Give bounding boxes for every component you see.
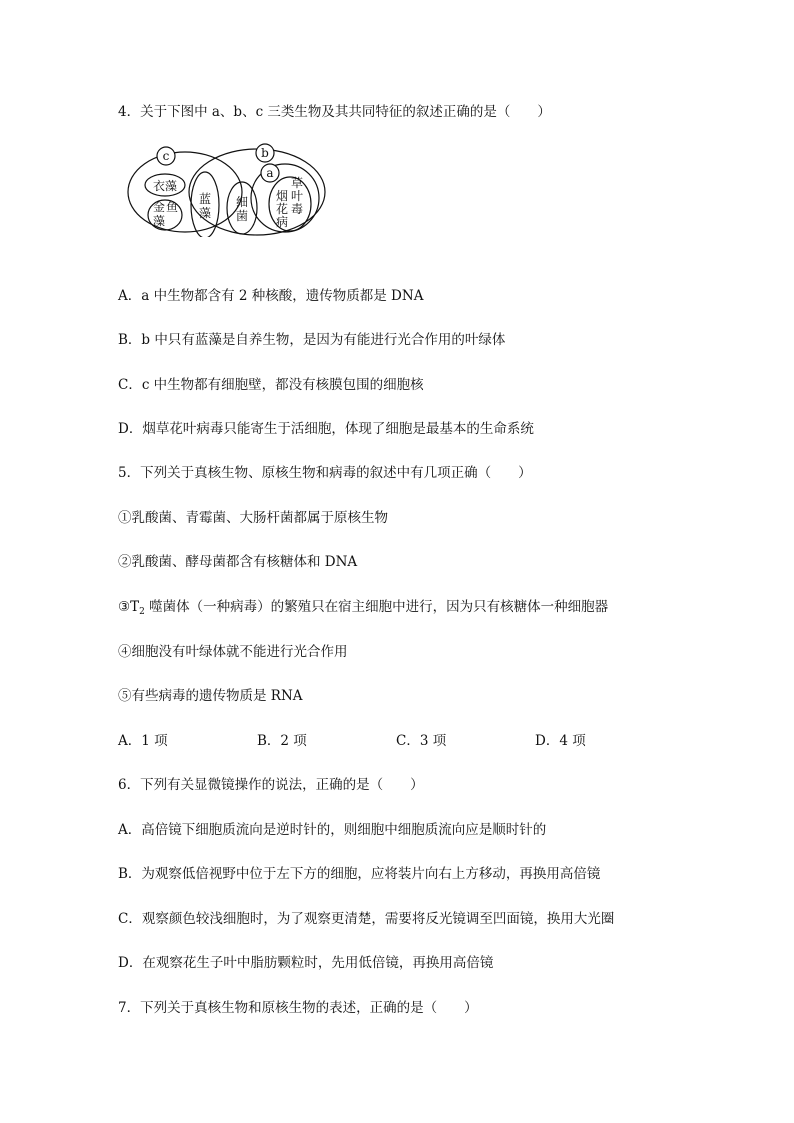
- q5-option-c: C．3 项: [396, 733, 447, 749]
- item-lanzao: [199, 191, 211, 220]
- q5-statement-4: ④细胞没有叶绿体就不能进行光合作用: [118, 644, 348, 660]
- svg-text:菌: 菌: [235, 209, 249, 223]
- q5-statement-3: [118, 598, 608, 621]
- venn-diagram: [125, 142, 330, 237]
- s3-subscript: 2: [139, 607, 145, 617]
- q6-option-a: A．高倍镜下细胞质流向是逆时针的，则细胞中细胞质流向应是顺时针的: [118, 822, 547, 838]
- svg-text:毒: 毒: [290, 202, 304, 216]
- s3-prefix: ③T: [118, 599, 140, 615]
- label-a: a: [266, 166, 274, 180]
- question-6-stem: 6．下列有关显微镜操作的说法，正确的是（ ）: [118, 777, 424, 793]
- q4-option-b: B．b 中只有蓝藻是自养生物，是因为有能进行光合作用的叶绿体: [118, 332, 506, 348]
- svg-text:细: 细: [235, 195, 249, 209]
- q4-option-a: A．a 中生物都含有 2 种核酸，遗传物质都是 DNA: [118, 288, 424, 304]
- svg-text:烟: 烟: [275, 189, 289, 203]
- item-bingdu: [276, 175, 303, 229]
- svg-text:花: 花: [275, 202, 289, 216]
- q5-statement-2: ②乳酸菌、酵母菌都含有核糖体和 DNA: [118, 554, 358, 570]
- set-c-ellipse: [128, 152, 242, 232]
- label-c: c: [162, 149, 170, 163]
- svg-text:病: 病: [275, 215, 289, 229]
- svg-text:草: 草: [290, 176, 304, 190]
- svg-text:鱼: 鱼: [165, 200, 179, 214]
- q6-option-d: D．在观察花生子叶中脂肪颗粒时，先用低倍镜，再换用高倍镜: [118, 955, 494, 971]
- q5-statement-5: ⑤有些病毒的遗传物质是 RNA: [118, 688, 303, 704]
- q4-option-d: D．烟草花叶病毒只能寄生于活细胞，体现了细胞是最基本的生命系统: [118, 421, 534, 437]
- q5-option-d: D．4 项: [535, 733, 586, 749]
- question-7-stem: 7．下列关于真核生物和原核生物的表述，正确的是（ ）: [118, 1000, 478, 1016]
- svg-text:叶: 叶: [290, 189, 304, 203]
- question-5-stem: 5．下列关于真核生物、原核生物和病毒的叙述中有几项正确（ ）: [118, 465, 532, 481]
- item-xijun: [236, 195, 248, 223]
- label-b: b: [261, 146, 269, 160]
- item-yizao: 衣藻: [152, 179, 178, 193]
- q6-option-b: B．为观察低倍视野中位于左下方的细胞，应将装片向右上方移动，再换用高倍镜: [118, 866, 601, 882]
- q5-option-a: A．1 项: [118, 733, 168, 749]
- svg-text:金: 金: [152, 200, 166, 214]
- item-jinyuzao: [153, 199, 178, 228]
- question-4-stem: 4．关于下图中 a、b、c 三类生物及其共同特征的叙述正确的是（ ）: [118, 104, 551, 120]
- svg-text:藻: 藻: [198, 206, 212, 220]
- q4-option-c: C．c 中生物都有细胞壁，都没有核膜包围的细胞核: [118, 377, 424, 393]
- s3-rest: 噬菌体（一种病毒）的繁殖只在宿主细胞中进行，因为只有核糖体一种细胞器: [144, 599, 609, 615]
- svg-text:蓝: 蓝: [198, 192, 212, 206]
- q6-option-c: C．观察颜色较浅细胞时，为了观察更清楚，需要将反光镜调至凹面镜，换用大光圈: [118, 911, 615, 927]
- q5-option-b: B．2 项: [257, 733, 307, 749]
- svg-text:藻: 藻: [152, 214, 166, 228]
- q5-statement-1: ①乳酸菌、青霉菌、大肠杆菌都属于原核生物: [118, 510, 388, 526]
